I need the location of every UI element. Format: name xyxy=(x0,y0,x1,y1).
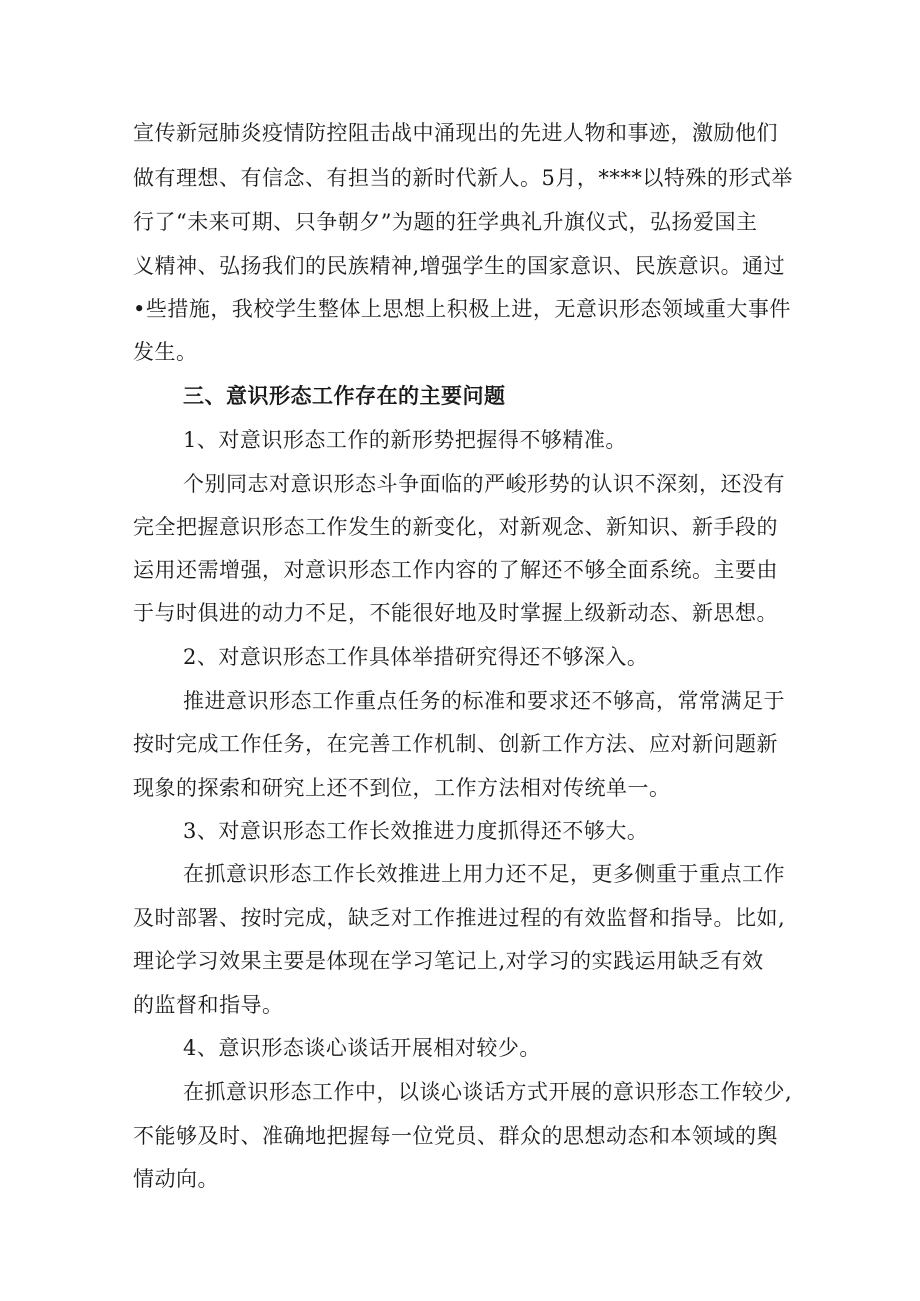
paragraph-line: 及时部署、按时完成，缺乏对工作推进过程的有效监督和指导。比如, xyxy=(133,906,786,930)
paragraph-line: 完全把握意识形态工作发生的新变化，对新观念、新知识、新手段的 xyxy=(133,515,778,539)
paragraph-line: 的监督和指导。 xyxy=(133,993,284,1017)
paragraph-line: •些措施，我校学生整体上思想上积极上进，无意识形态领域重大事件 xyxy=(133,297,791,321)
item-title: 1、对意识形态工作的新形势把握得不够精准。 xyxy=(183,428,627,452)
paragraph-line: 在抓意识形态工作中，以谈心谈话方式开展的意识形态工作较少, xyxy=(183,1080,793,1104)
paragraph-line: 宣传新冠肺炎疫情防控阻击战中涌现出的先进人物和事迹，激励他们 xyxy=(133,121,778,145)
section-heading: 三、意识形态工作存在的主要问题 xyxy=(183,383,506,408)
paragraph-line: 做有理想、有信念、有担当的新时代新人。5月，****以特殊的形式举 xyxy=(133,166,793,190)
paragraph-line: 不能够及时、准确地把握每一位党员、群众的思想动态和本领域的舆 xyxy=(133,1124,778,1148)
paragraph-line: 发生。 xyxy=(133,340,198,364)
paragraph-line: 在抓意识形态工作长效推进上用力还不足，更多侧重于重点工作 xyxy=(183,862,785,886)
paragraph-line: 情动向。 xyxy=(133,1167,219,1191)
paragraph-line: 按时完成工作任务，在完善工作机制、创新工作方法、应对新问题新 xyxy=(133,732,778,756)
paragraph-line: 个别同志对意识形态斗争面临的严峻形势的认识不深刻，还没有 xyxy=(183,472,785,496)
paragraph-line: 行了“未来可期、只争朝夕”为题的狂学典礼升旗仪式，弘扬爱国主 xyxy=(133,210,758,234)
paragraph-line: 理论学习效果主要是体现在学习笔记上,对学习的实践运用缺乏有效 xyxy=(133,949,764,973)
paragraph-line: 推进意识形态工作重点任务的标准和要求还不够高，常常满足于 xyxy=(183,689,785,713)
item-title: 3、对意识形态工作长效推进力度抓得还不够大。 xyxy=(183,819,649,843)
paragraph-line: 义精神、弘扬我们的民族精神,增强学生的国家意识、民族意识。通过 xyxy=(133,254,786,278)
paragraph-line: 运用还需增强，对意识形态工作内容的了解还不够全面系统。主要由 xyxy=(133,558,778,582)
paragraph-line: 现象的探索和研究上还不到位，工作方法相对传统单一。 xyxy=(133,776,671,800)
item-title: 2、对意识形态工作具体举措研究得还不够深入。 xyxy=(183,645,649,669)
item-title: 4、意识形态谈心谈话开展相对较少。 xyxy=(183,1036,541,1060)
paragraph-line: 于与时俱进的动力不足，不能很好地及时掌握上级新动态、新思想。 xyxy=(133,601,778,625)
